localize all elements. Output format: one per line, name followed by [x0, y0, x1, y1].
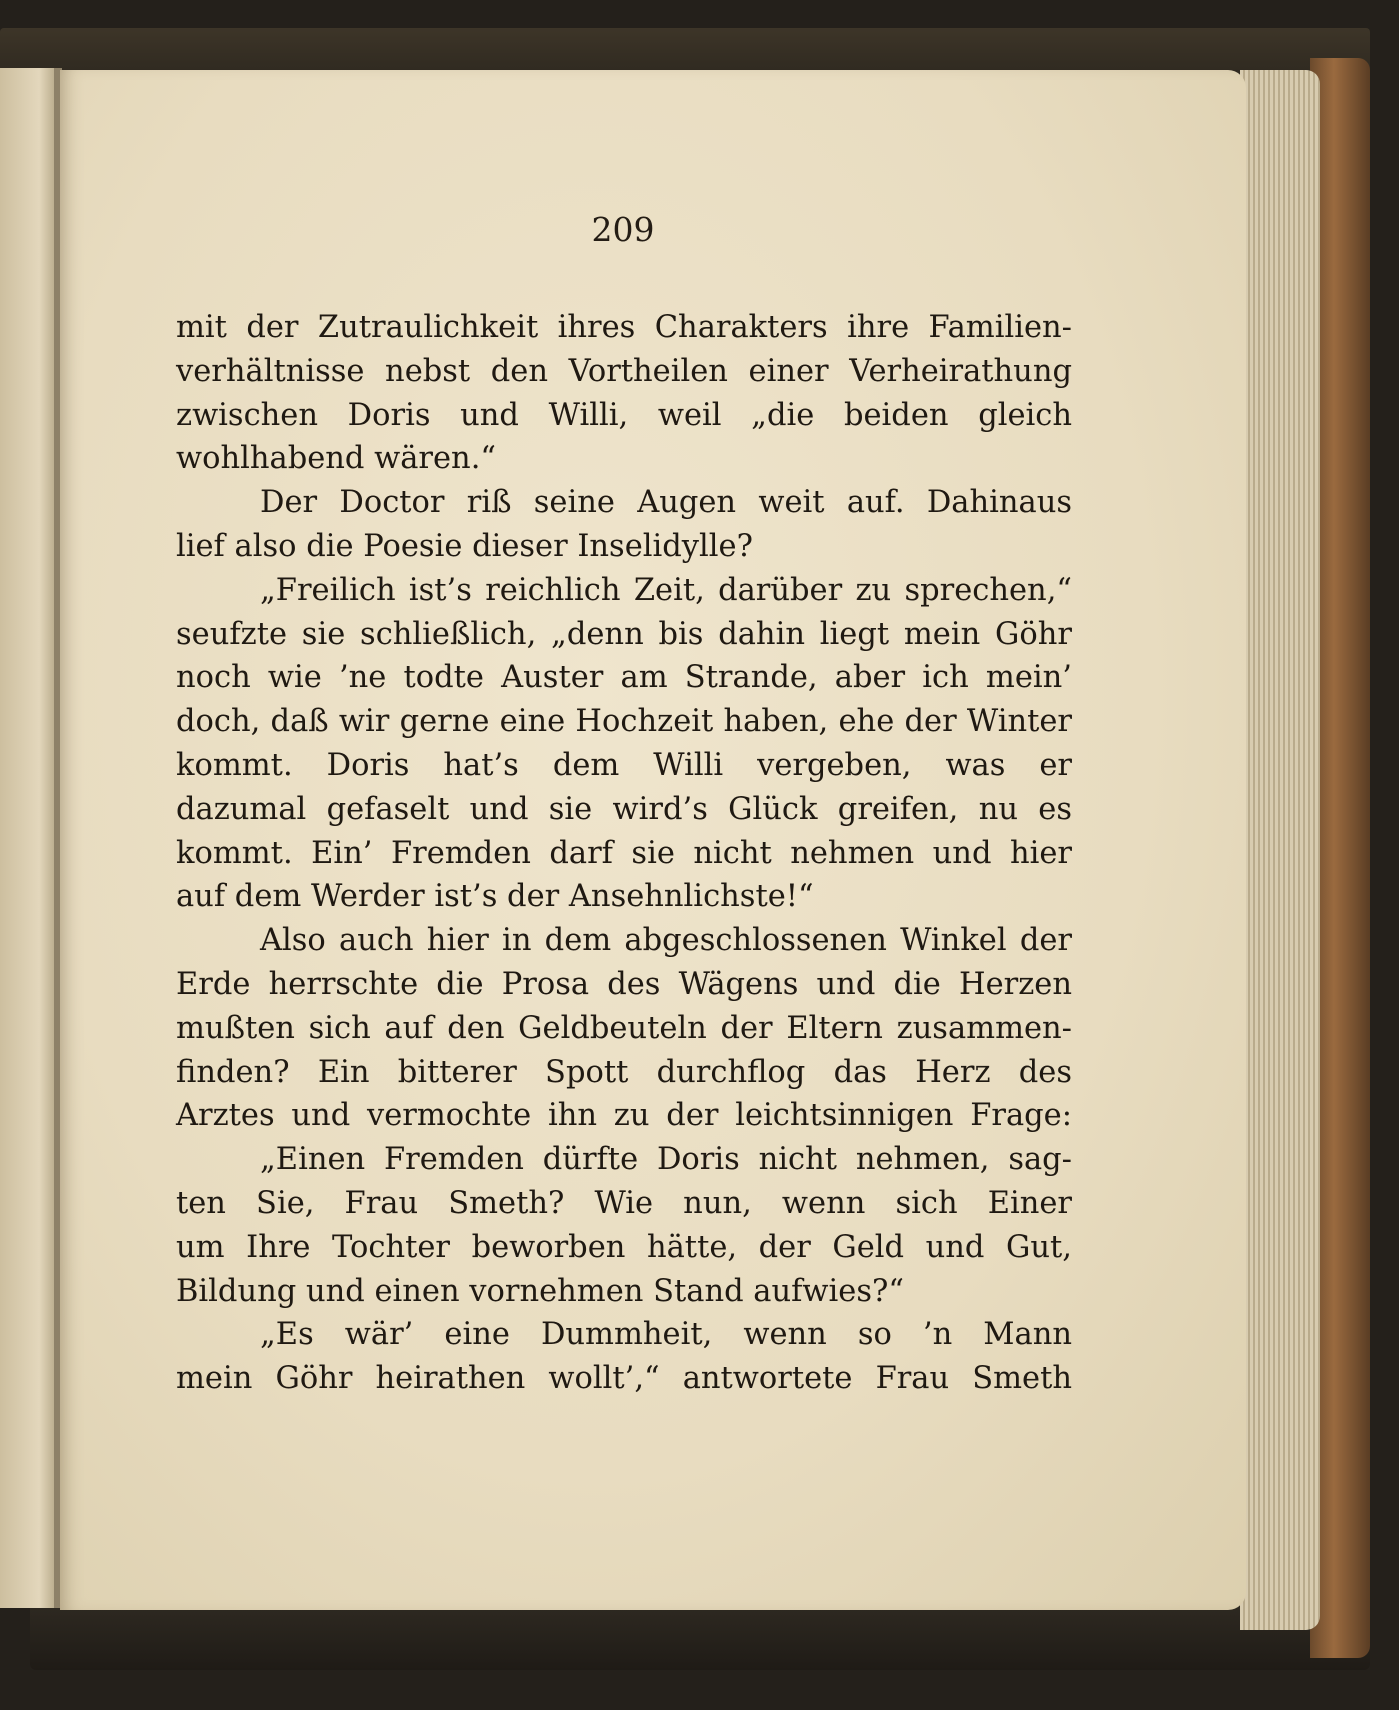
text-line: „Einen Fremden dürfte Doris nicht nehmen, sag- — [260, 1142, 1072, 1178]
text-line: kommt. Ein’ Fremden darf sie nicht nehmen und hier — [176, 835, 1072, 871]
text-line: Arztes und vermochte ihn zu der leichtsinnigen Frage: — [176, 1098, 1072, 1134]
body-text — [176, 306, 1072, 1401]
text-line: Der Doctor riß seine Augen weit auf. Dahinaus — [260, 485, 1072, 521]
text-line: dazumal gefaselt und sie wird’s Glück greifen, nu es — [176, 791, 1072, 827]
text-line: mit der Zutraulichkeit ihres Charakters ihre Familien- — [176, 310, 1072, 345]
text-line: seufzte sie schließlich, „denn bis dahin liegt mein Göhr — [176, 616, 1072, 652]
text-line: kommt. Doris hat’s dem Willi vergeben, was er — [176, 747, 1072, 783]
text-line: Erde herrschte die Prosa des Wägens und die Herzen — [176, 966, 1072, 1002]
text-line: Bildung und einen vornehmen Stand aufwies?“ — [176, 1273, 904, 1309]
text-line: lief also die Poesie dieser Inselidylle? — [176, 528, 753, 564]
text-line: mußten sich auf den Geldbeuteln der Eltern zusammen- — [176, 1010, 1072, 1046]
text-line: wohlhabend wären.“ — [176, 441, 496, 477]
text-line: verhältnisse nebst den Vortheilen einer Verheirathung — [176, 353, 1072, 389]
text-line: „Freilich ist’s reichlich Zeit, darüber zu sprechen,“ — [260, 572, 1072, 608]
text-line: „Es wär’ eine Dummheit, wenn so ’n Mann — [260, 1317, 1072, 1353]
text-line: mein Göhr heirathen wollt’,“ antwortete Frau Smeth — [176, 1361, 1072, 1397]
text-line: doch, daß wir gerne eine Hochzeit haben, ehe der Winter — [176, 704, 1072, 740]
text-line: noch wie ’ne todte Auster am Strande, aber ich mein’ — [176, 660, 1072, 696]
text-line: ten Sie, Frau Smeth? Wie nun, wenn sich Einer — [176, 1185, 1072, 1221]
text-line: zwischen Doris und Willi, weil „die beiden gleich — [176, 397, 1072, 433]
book-cover-bottom — [30, 1600, 1370, 1670]
text-line: auf dem Werder ist’s der Ansehnlichste!“ — [176, 879, 814, 915]
text-line: finden? Ein bitterer Spott durchflog das Herz des — [176, 1054, 1072, 1090]
page-stack-edges — [1240, 70, 1320, 1630]
text-line: um Ihre Tochter beworben hätte, der Geld und Gut, — [176, 1229, 1072, 1265]
text-line: Also auch hier in dem abgeschlossenen Winkel der — [260, 923, 1072, 959]
page-number: 209 — [591, 210, 655, 249]
left-page-sliver — [0, 68, 56, 1608]
